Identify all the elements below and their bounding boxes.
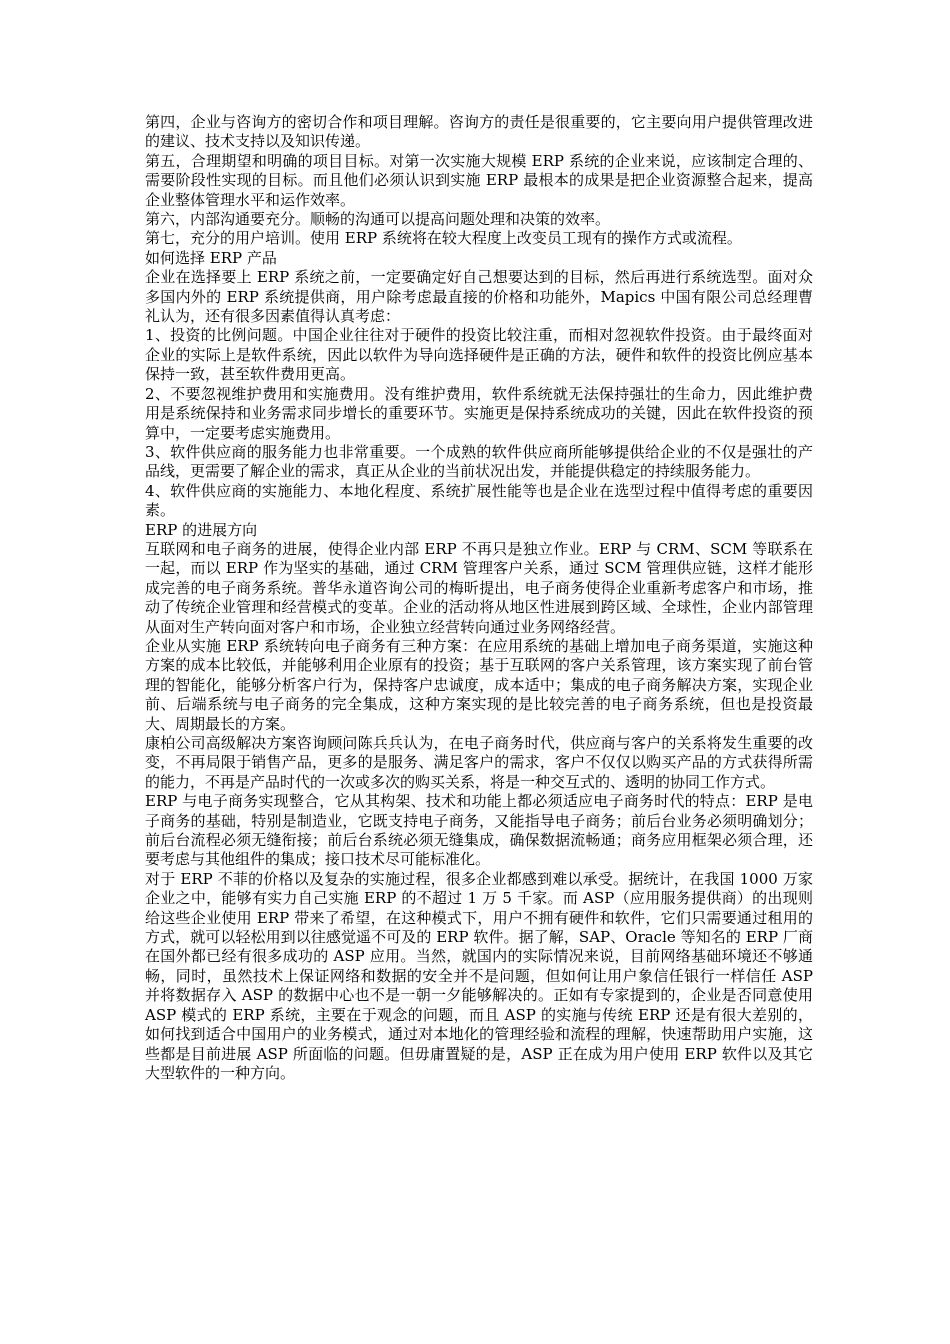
section-heading-choose-erp: 如何选择 ERP 产品 (145, 248, 277, 267)
paragraph-point-5: 第五，合理期望和明确的项目目标。对第一次实施大规模 ERP 系统的企业来说，应该制定合理的、需要阶段性实现的目标。而且他们必须认识到实施 ERP 最根本的成果是把企业资源整合起来，提高企业整体管理水平和运作效率。 (145, 151, 813, 209)
paragraph-factor-2: 2、不要忽视维护费用和实施费用。没有维护费用，软件系统就无法保持强壮的生命力，因此维护费用是系统保持和业务需求同步增长的重要环节。实施更是保持系统成功的关键，因此在软件投资的预算中，一定要考虑实施费用。 (145, 384, 813, 442)
paragraph-ecommerce-progress: 互联网和电子商务的进展，使得企业内部 ERP 不再只是独立作业。ERP 与 CRM、SCM 等联系在一起，而以 ERP 作为坚实的基础，通过 CRM 管理客户关系，通过 SCM 管理供应链，这样才能形成完善的电子商务系统。普华永道咨询公司的梅昕提出，电子商务使得企业重新考虑客户和市场，推动了传统企业管理和经营模式的变革。企业的活动将从地区性进展到跨区域、全球性，企业内部管理从面对生产转向面对客户和市场，企业独立经营转向通过业务网络经营。 (145, 539, 813, 636)
paragraph-selection-intro: 企业在选择要上 ERP 系统之前，一定要确定好自己想要达到的目标，然后再进行系统选型。面对众多国内外的 ERP 系统提供商，用户除考虑最直接的价格和功能外，Mapics 中国有限公司总经理曹礼认为，还有很多因素值得认真考虑： (145, 268, 813, 326)
paragraph-compaq-view: 康柏公司高级解决方案咨询顾问陈兵兵认为，在电子商务时代，供应商与客户的关系将发生重要的改变，不再局限于销售产品，更多的是服务、满足客户的需求，客户不仅仅以购买产品的方式获得所需的能力，不再是产品时代的一次或多次的购买关系，将是一种交互式的、透明的协同工作方式。 (145, 734, 813, 791)
paragraph-erp-integration: ERP 与电子商务实现整合，它从其构架、技术和功能上都必须适应电子商务时代的特点：ERP 是电子商务的基础，特别是制造业，它既支持电子商务，又能指导电子商务；前后台业务必须明确划分；前后台流程必须无缝衔接；前后台系统必须无缝集成，确保数据流畅通；商务应用框架必须合理，还要考虑与其他组件的集成；接口技术尽可能标准化。 (145, 792, 813, 869)
paragraph-three-solutions: 企业从实施 ERP 系统转向电子商务有三种方案：在应用系统的基础上增加电子商务渠道，实施这种方案的成本比较低，并能够利用企业原有的投资；基于互联网的客户关系管理，该方案实现了前台管理的智能化，能够分析客户行为，保持客户忠诚度，成本适中；集成的电子商务解决方案，实现企业前、后端系统与电子商务的完全集成，这种方案实现的是比较完善的电子商务系统，但也是投资最大、周期最长的方案。 (145, 636, 813, 733)
paragraph-asp-model: 对于 ERP 不菲的价格以及复杂的实施过程，很多企业都感到难以承受。据统计，在我国 1000 万家企业之中，能够有实力自己实施 ERP 的不超过 1 万 5 千家。而 ASP（应用服务提供商）的出现则给这些企业使用 ERP 带来了希望，在这种模式下，用户不拥有硬件和软件，它们只需要通过租用的方式，就可以轻松用到以往感觉遥不可及的 ERP 软件。据了解，SAP、Oracle 等知名的 ERP 厂商在国外都已经有很多成功的 ASP 应用。当然，就国内的实际情况来说，目前网络基础环境还不够通畅，同时，虽然技术上保证网络和数据的安全并不是问题，但如何让用户象信任银行一样信任 ASP 并将数据存入 ASP 的数据中心也不是一朝一夕能够解决的。正如有专家提到的，企业是否同意使用 ASP 模式的 ERP 系统，主要在于观念的问题，而且 ASP 的实施与传统 ERP 还是有很大差别的，如何找到适合中国用户的业务模式，通过对本地化的管理经验和流程的理解，快速帮助用户实施，这些都是目前进展 ASP 所面临的问题。但毋庸置疑的是，ASP 正在成为用户使用 ERP 软件以及其它大型软件的一种方向。 (145, 869, 813, 1082)
paragraph-point-4: 第四，企业与咨询方的密切合作和项目理解。咨询方的责任是很重要的，它主要向用户提供管理改进的建议、技术支持以及知识传递。 (145, 113, 813, 151)
paragraph-point-7: 第七，充分的用户培训。使用 ERP 系统将在较大程度上改变员工现有的操作方式或流程。 (145, 229, 742, 248)
paragraph-factor-1: 1、投资的比例问题。中国企业往往对于硬件的投资比较注重，而相对忽视软件投资。由于最终面对企业的实际上是软件系统，因此以软件为导向选择硬件是正确的方法，硬件和软件的投资比例应基本保持一致，甚至软件费用更高。 (145, 326, 813, 384)
paragraph-factor-3: 3、软件供应商的服务能力也非常重要。一个成熟的软件供应商所能够提供给企业的不仅是强壮的产品线，更需要了解企业的需求，真正从企业的当前状况出发，并能提供稳定的持续服务能力。 (145, 442, 813, 481)
section-heading-erp-direction: ERP 的进展方向 (145, 520, 258, 539)
document-body (145, 113, 813, 1083)
paragraph-factor-4: 4、软件供应商的实施能力、本地化程度、系统扩展性能等也是企业在选型过程中值得考虑的重要因素。 (145, 481, 813, 520)
paragraph-point-6: 第六，内部沟通要充分。顺畅的沟通可以提高问题处理和决策的效率。 (145, 210, 611, 229)
